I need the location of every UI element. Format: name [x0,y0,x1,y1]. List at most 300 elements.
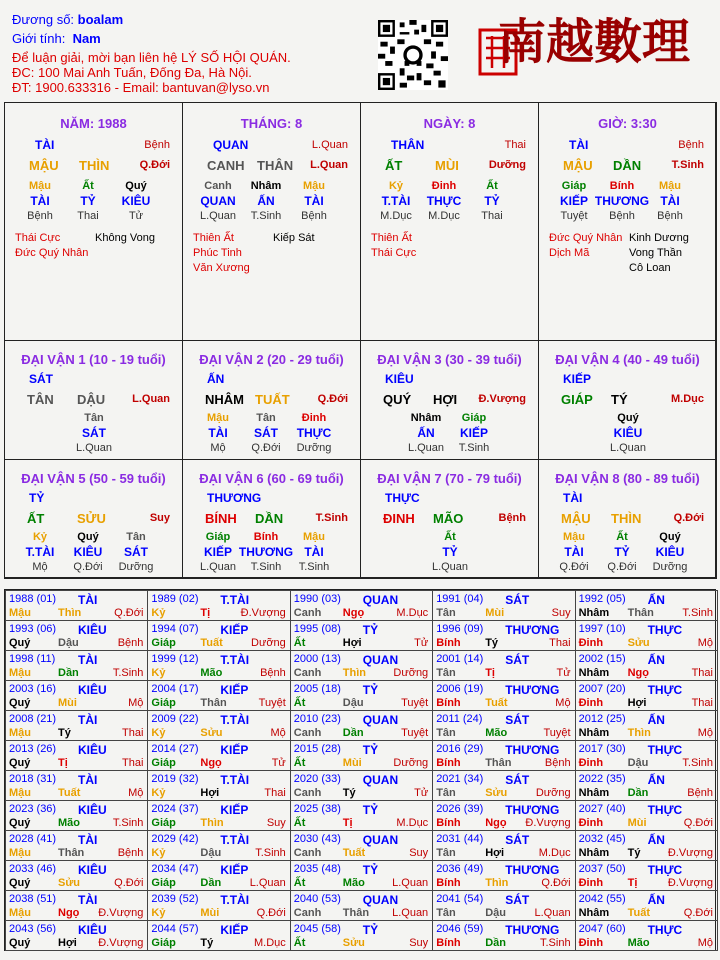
pillar-branch: THÂN [257,158,294,173]
year-cell[interactable] [5,740,148,771]
year-stage: Dưỡng [251,637,286,649]
star-right: Vong Thần [629,247,683,259]
year-god: TỶ [362,743,379,757]
year-cell[interactable] [432,680,575,711]
year-stage: T.Sinh [682,757,713,769]
hidden-stage: Q.Đới [607,561,637,573]
year-label: 1988 (01) [9,593,57,605]
year-cell[interactable] [290,830,433,861]
hidden-stem: Canh [204,180,232,192]
year-stage: Mộ [697,937,713,949]
hidden-god: TÀI [564,545,584,559]
year-label: 2037 (50) [578,863,626,875]
qr-code-icon[interactable] [378,20,448,90]
year-stem: Đinh [578,877,604,889]
year-branch: Tý [485,637,499,649]
year-cell[interactable] [5,830,148,861]
year-stage: Thai [691,667,713,679]
year-branch: Hợi [200,787,220,799]
year-label: 1993 (06) [9,623,57,635]
year-stem: Giáp [151,697,176,709]
hidden-stem: Đinh [301,412,327,424]
hidden-stem: Mậu [563,531,585,543]
year-stem: Bính [436,637,461,649]
client-name-label: Đương số: [12,12,75,27]
year-branch: Mùi [58,697,77,709]
dai-van-stage: Suy [149,512,170,524]
pillar-branch-stage: L.Quan [310,159,348,171]
pillar-stem: MẬU [563,158,593,173]
year-label: 2039 (52) [151,893,199,905]
year-label: 1998 (11) [9,653,56,665]
year-label: 2023 (36) [9,803,57,815]
year-cell[interactable] [5,860,148,891]
year-cell[interactable] [147,710,290,741]
dai-van-stem: BÍNH [205,511,237,526]
year-cell[interactable] [147,740,290,771]
hidden-god: TÀI [30,194,50,208]
year-god: T.TÀI [220,713,250,727]
star-left: Đức Quý Nhân [549,232,623,244]
year-god: ẤN [647,713,665,727]
year-stage: T.Sinh [540,937,571,949]
year-god: T.TÀI [220,653,250,667]
year-branch: Mão [200,667,223,679]
hidden-stage: T.Sinh [250,210,282,222]
year-stem: Mậu [9,847,31,859]
year-cell[interactable] [575,650,718,681]
year-cell[interactable] [575,800,718,831]
year-branch: Tý [58,727,71,739]
year-stem: Kỷ [151,847,166,859]
year-stem: Bính [436,877,461,889]
year-cell[interactable] [5,650,148,681]
year-god: THỰC [647,743,683,757]
year-branch: Tuất [58,787,81,799]
year-stem: Quý [9,637,31,649]
dai-van-god: KIẾP [563,372,592,386]
year-stem: Ất [293,697,306,709]
pillar-stem-stage: L.Quan [311,139,348,151]
year-stem: Nhâm [578,907,610,919]
year-label: 1994 (07) [151,623,199,635]
year-stage: Bệnh [544,757,571,769]
star-left: Thái Cực [371,247,417,259]
year-branch: Sửu [200,727,223,739]
hidden-god: T.TÀI [25,545,55,559]
year-god: KIẾP [220,863,249,877]
year-cell[interactable] [432,860,575,891]
year-cell[interactable] [5,620,148,651]
contact-invite: Để luận giải, mời bạn liên hệ LÝ SỐ HỘI QUÁN. [12,50,291,65]
year-cell[interactable] [147,920,290,951]
year-stem: Mậu [9,727,31,739]
year-god: KIẾP [220,743,249,757]
hidden-stage: Mộ [210,442,226,454]
year-label: 2045 (58) [293,923,341,935]
year-stem: Kỷ [151,907,166,919]
year-cell[interactable] [575,830,718,861]
year-stem: Canh [293,727,322,739]
year-stage: Mộ [128,697,144,709]
year-stage: Tuyệt [401,697,429,709]
year-god: QUAN [362,833,399,847]
hidden-stem: Ất [486,180,498,192]
year-stem: Đinh [578,697,604,709]
year-label: 2025 (38) [293,803,341,815]
year-god: T.TÀI [220,893,250,907]
dai-van-branch: TUẤT [255,392,290,407]
year-stem: Canh [293,787,322,799]
year-label: 2033 (46) [9,863,57,875]
hidden-stem: Quý [77,531,99,543]
year-label: 2017 (30) [578,743,626,755]
year-stem: Kỷ [151,787,166,799]
year-cell[interactable] [575,680,718,711]
year-cell[interactable] [575,740,718,771]
dai-van-god: THƯƠNG [207,491,262,505]
year-branch: Mão [627,937,650,949]
dai-van-god: ẤN [207,372,225,386]
year-stem: Tân [436,607,456,619]
year-branch: Ngọ [342,607,365,619]
dai-van-stem: ĐINH [383,511,415,526]
hidden-stem: Nhâm [410,412,442,424]
hidden-god: TÀI [304,194,324,208]
year-stage: Đ.Vượng [667,877,713,889]
year-stem: Bính [436,697,461,709]
year-label: 2038 (51) [9,893,57,905]
hidden-god: TỶ [484,194,500,208]
year-cell[interactable] [432,890,575,921]
year-label: 2007 (20) [578,683,626,695]
year-cell[interactable] [147,650,290,681]
year-cell[interactable] [290,770,433,801]
year-branch: Ngọ [200,757,222,769]
year-stage: Q.Đới [541,877,571,889]
pillar-title: GIỜ: 3:30 [598,116,657,131]
hidden-stem: Giáp [461,412,487,424]
year-cell[interactable] [290,650,433,681]
year-cell[interactable] [432,740,575,771]
year-cell[interactable] [290,710,433,741]
hidden-stage: T.Sinh [458,442,490,454]
year-god: THỰC [647,863,683,877]
hidden-god: KIÊU [613,426,643,440]
year-branch: Sửu [627,637,650,649]
year-stage: M.Dục [396,607,429,619]
hidden-stage: Dưỡng [296,442,332,454]
dai-van-8 [538,459,717,579]
year-cell[interactable] [5,800,148,831]
year-stem: Nhâm [578,787,610,799]
pillar-1 [4,102,183,341]
year-stem: Canh [293,667,322,679]
year-stem: Tân [436,727,456,739]
year-cell[interactable] [147,860,290,891]
year-label: 2030 (43) [293,833,341,845]
star-right: Kiếp Sát [273,232,315,244]
year-label: 2024 (37) [151,803,199,815]
gender-label: Giới tính: [12,31,66,46]
year-god: QUAN [362,773,399,787]
hidden-god: QUAN [200,194,236,208]
hidden-stem: Kỷ [32,531,48,543]
year-stage: Bệnh [117,637,144,649]
pillar-stem-stage: Thai [504,139,526,151]
year-god: TÀI [78,593,98,607]
year-stage: L.Quan [249,877,286,889]
hidden-stage: Bệnh [301,210,327,222]
year-cell[interactable] [290,890,433,921]
year-cell[interactable] [147,830,290,861]
year-cell[interactable] [147,890,290,921]
year-cell[interactable] [290,860,433,891]
year-stage: T.Sinh [682,607,713,619]
year-cell[interactable] [432,710,575,741]
year-branch: Dần [627,787,649,799]
year-label: 1996 (09) [436,623,484,635]
year-stem: Đinh [578,637,604,649]
year-stage: Dưỡng [535,787,571,799]
year-cell[interactable] [290,680,433,711]
year-stage: Dưỡng [393,757,429,769]
year-branch: Tị [627,877,638,889]
year-branch: Mão [342,877,365,889]
year-god: KIÊU [78,923,107,937]
year-god: THƯƠNG [505,863,560,877]
year-cell[interactable] [5,920,148,951]
pillar-branch: THÌN [79,158,110,173]
hidden-stem: Mậu [29,180,51,192]
hidden-stage: L.Quan [609,442,647,454]
year-label: 1992 (05) [578,593,626,605]
year-label: 2013 (26) [9,743,57,755]
year-cell[interactable] [147,620,290,651]
year-cell[interactable] [290,590,433,621]
year-cell[interactable] [290,920,433,951]
year-cell[interactable] [575,590,718,621]
hidden-god: SÁT [124,545,148,559]
year-branch: Thân [342,907,370,919]
year-cell[interactable] [290,620,433,651]
hidden-god: KIÊU [121,194,151,208]
year-branch: Mão [485,727,508,739]
year-branch: Mùi [342,757,362,769]
year-branch: Thân [200,697,227,709]
year-branch: Tuất [342,847,366,859]
year-label: 2011 (24) [436,713,483,725]
year-cell[interactable] [5,680,148,711]
year-branch: Thìn [200,817,224,829]
year-stage: Bệnh [117,847,144,859]
year-stage: Đ.Vượng [98,937,144,949]
year-cell[interactable] [575,890,718,921]
year-cell[interactable] [575,770,718,801]
year-label: 2002 (15) [578,653,626,665]
star-right: Cô Loan [629,262,671,274]
year-stage: Q.Đới [114,877,144,889]
hidden-god: ẤN [417,426,435,440]
year-cell[interactable] [432,770,575,801]
year-god: THƯƠNG [505,743,560,757]
year-stage: Mộ [128,787,144,799]
hidden-stem: Quý [125,180,147,192]
year-branch: Thân [627,607,654,619]
year-label: 1999 (12) [151,653,199,665]
year-branch: Mùi [627,817,647,829]
year-stem: Mậu [9,667,31,679]
star-left: Thiên Ất [371,232,412,244]
year-god: SÁT [505,893,530,907]
year-god: THƯƠNG [505,623,560,637]
hidden-stem: Giáp [205,531,231,543]
year-label: 2012 (25) [578,713,626,725]
year-label: 1989 (02) [151,593,199,605]
year-stem: Đinh [578,937,604,949]
year-label: 1997 (10) [578,623,626,635]
year-stem: Kỷ [151,607,166,619]
year-branch: Mão [58,817,80,829]
year-god: TÀI [78,773,98,787]
year-branch: Dần [58,667,79,679]
client-name-value: boalam [77,12,124,27]
year-cell[interactable] [5,890,148,921]
year-cell[interactable] [432,650,575,681]
year-label: 2042 (55) [578,893,626,905]
year-cell[interactable] [5,710,148,741]
hidden-stem: Ất [82,180,94,192]
hidden-god: TỶ [80,194,96,208]
year-label: 2040 (53) [293,893,341,905]
year-branch: Hợi [627,697,647,709]
year-stage: Mộ [555,697,571,709]
year-cell[interactable] [432,800,575,831]
year-label: 2019 (32) [151,773,199,785]
year-god: T.TÀI [220,833,250,847]
hidden-god: KIẾP [203,545,232,559]
hidden-stage: Mộ [32,561,48,573]
hidden-stage: Q.Đới [73,561,103,573]
hidden-stage: Thai [77,210,99,222]
year-stem: Nhâm [578,667,610,679]
dai-van-branch: SỬU [77,511,106,526]
year-cell[interactable] [575,620,718,651]
year-branch: Dậu [342,697,364,709]
year-stage: L.Quan [534,907,571,919]
hidden-god: THƯƠNG [238,545,294,559]
star-left: Dịch Mã [549,247,590,259]
year-label: 2008 (21) [9,713,57,725]
year-stage: L.Quan [392,907,429,919]
year-branch: Tị [58,757,68,769]
year-stem: Mậu [9,607,31,619]
year-label: 2020 (33) [293,773,341,785]
dai-van-title: ĐẠI VẬN 8 (80 - 89 tuổi) [555,471,700,486]
gender-value: Nam [72,31,101,46]
hidden-god: TÀI [660,194,680,208]
year-cell[interactable] [432,920,575,951]
year-stage: Thai [121,727,144,739]
year-branch: Dậu [485,907,506,919]
pillar-title: NĂM: 1988 [60,116,127,131]
dai-van-branch: DẬU [77,392,106,407]
year-stem: Ất [293,877,306,889]
year-cell[interactable] [575,860,718,891]
year-stage: Tuyệt [543,727,571,739]
year-branch: Tị [342,817,353,829]
year-cell[interactable] [5,590,148,621]
year-stage: Tử [414,787,429,799]
year-stem: Ất [293,937,306,949]
year-branch: Hợi [485,847,505,859]
year-cell[interactable] [147,680,290,711]
year-cell[interactable] [432,590,575,621]
year-god: TỶ [362,623,379,637]
year-label: 2005 (18) [293,683,341,695]
hidden-stem: Quý [617,412,639,424]
year-stage: M.Dục [538,847,571,859]
year-stem: Giáp [151,637,176,649]
year-label: 2022 (35) [578,773,626,785]
dai-van-stage: T.Sinh [315,512,348,524]
hidden-god: TỶ [442,545,458,559]
dai-van-branch: TÝ [611,392,628,407]
year-cell[interactable] [147,590,290,621]
year-cell[interactable] [290,740,433,771]
year-god: KIÊU [78,623,107,637]
year-god: SÁT [505,653,530,667]
year-cell[interactable] [290,800,433,831]
hidden-stem: Bính [253,531,279,543]
year-cell[interactable] [575,920,718,951]
year-label: 2036 (49) [436,863,484,875]
star-left: Phúc Tinh [193,247,242,259]
year-stage: Mộ [697,637,713,649]
star-left: Đức Quý Nhân [15,247,89,259]
dai-van-stem: TÂN [27,392,54,407]
hidden-god: TÀI [304,545,324,559]
year-cell[interactable] [147,770,290,801]
year-label: 2014 (27) [151,743,199,755]
year-stage: Q.Đới [683,907,713,919]
dai-van-title: ĐẠI VẬN 7 (70 - 79 tuổi) [377,471,522,486]
year-god: ẤN [647,653,665,667]
year-branch: Tý [627,847,641,859]
year-cell[interactable] [5,770,148,801]
year-stage: Q.Đới [683,817,713,829]
year-branch: Dậu [58,637,79,649]
year-stem: Giáp [151,757,176,769]
year-branch: Thìn [627,727,651,739]
year-god: SÁT [505,773,530,787]
star-right: Kinh Dương [629,232,689,244]
year-label: 2035 (48) [293,863,341,875]
pillar-4 [538,102,717,341]
year-cell[interactable] [432,830,575,861]
year-cell[interactable] [432,620,575,651]
year-label: 2018 (31) [9,773,57,785]
gender-line [12,31,101,46]
client-name-line [12,12,123,27]
year-cell[interactable] [575,710,718,741]
year-cell[interactable] [147,800,290,831]
year-god: THỰC [647,623,683,637]
hidden-stem: Giáp [561,180,587,192]
hidden-god: THỰC [426,194,462,208]
year-stem: Giáp [151,817,176,829]
year-god: TỶ [362,923,379,937]
